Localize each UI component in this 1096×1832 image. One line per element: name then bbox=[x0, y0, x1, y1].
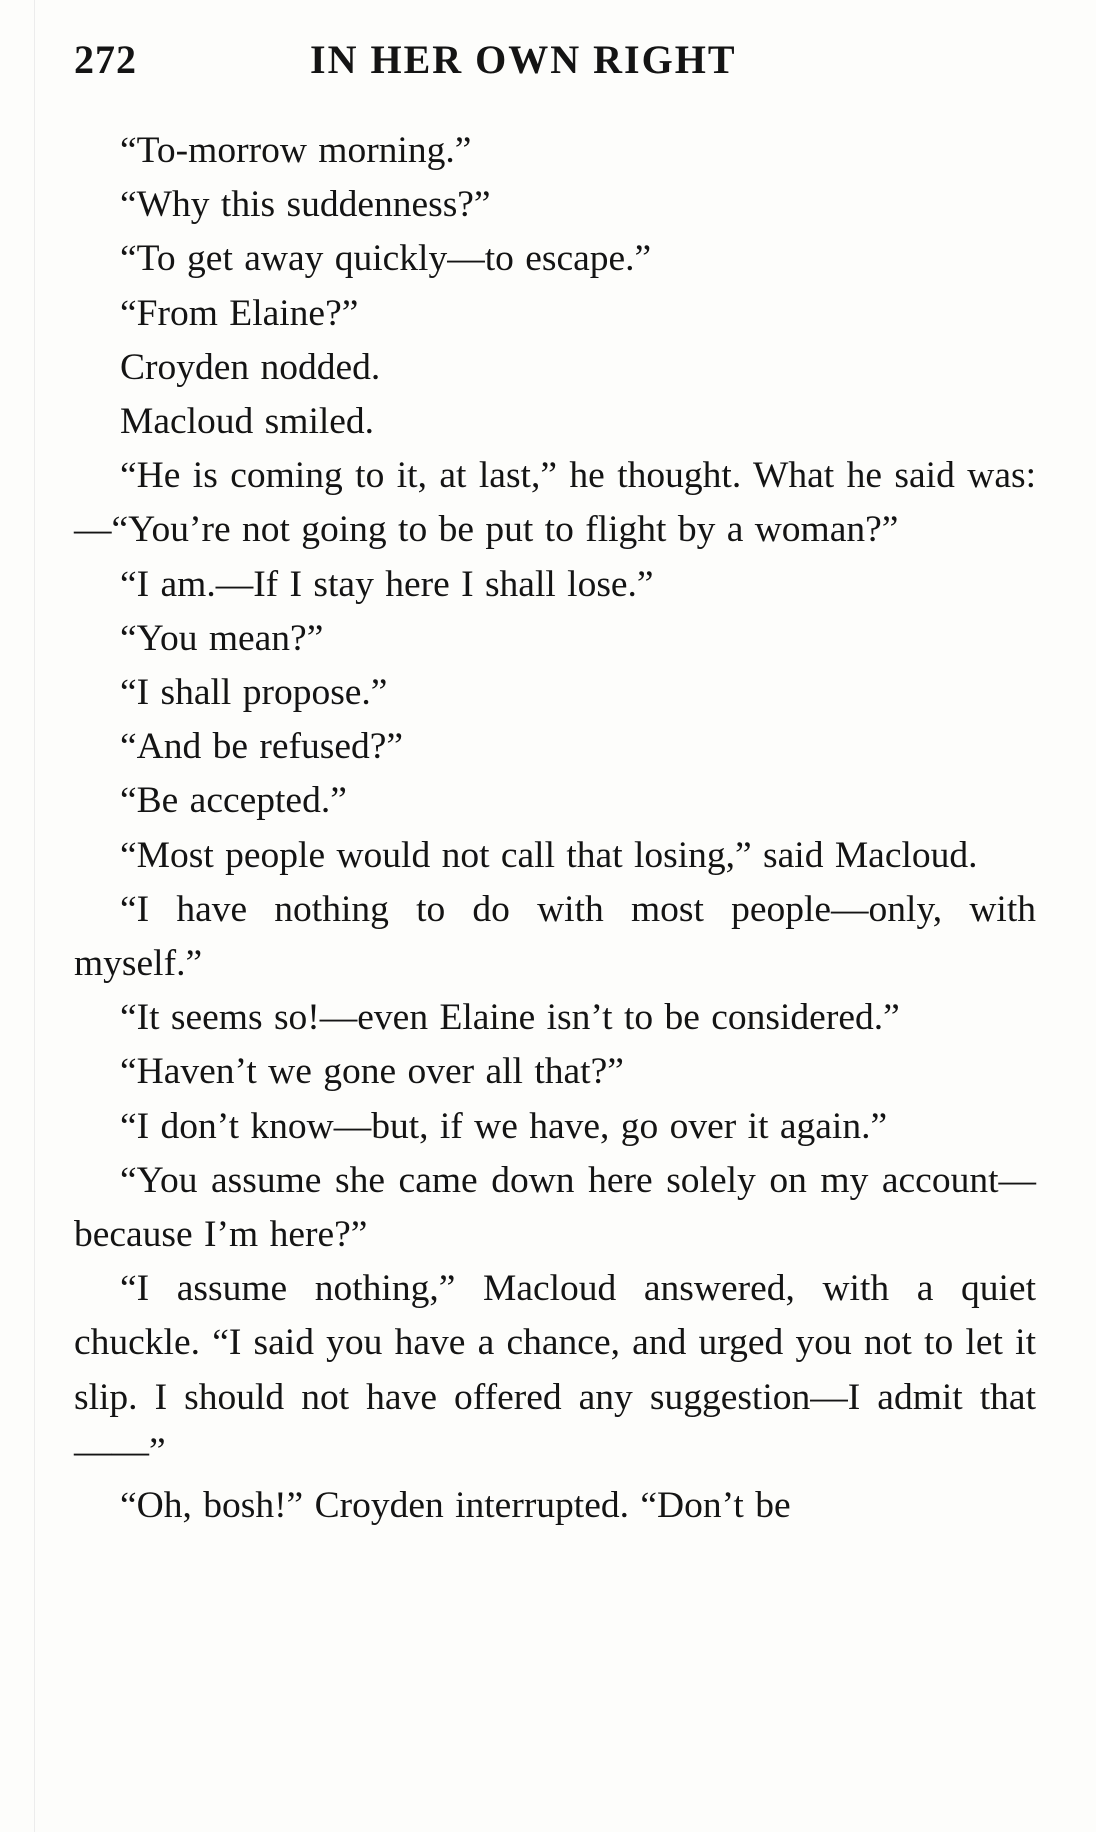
paragraph: “I shall propose.” bbox=[120, 672, 388, 714]
page-header bbox=[74, 36, 1034, 96]
paragraph: “Haven’t we gone over all that?” bbox=[120, 1051, 624, 1093]
running-title: IN HER OWN RIGHT bbox=[310, 37, 737, 82]
paragraph: “I assume nothing,” Macloud answered, with a quiet chuckle. “I said you have a chance, and urged you not to let it slip. I should not have offered any suggestion—I admit that——” bbox=[74, 1268, 1036, 1472]
paragraph: “And be refused?” bbox=[120, 726, 404, 768]
paragraph: Macloud smiled. bbox=[120, 401, 375, 443]
paragraph: “He is coming to it, at last,” he thought. What he said was:—“You’re not going to be put to flight by a woman?” bbox=[74, 455, 1036, 551]
paragraph: “Most people would not call that losing,” said Macloud. bbox=[120, 834, 978, 876]
paragraph: “Why this suddenness?” bbox=[120, 184, 491, 226]
paragraph: “I have nothing to do with most people—only, with myself.” bbox=[74, 888, 1036, 985]
paragraph: “To get away quickly—to escape.” bbox=[120, 238, 652, 280]
paragraph: “Oh, bosh!” Croyden interrupted. “Don’t be bbox=[120, 1485, 791, 1527]
paragraph: “You mean?” bbox=[120, 617, 324, 659]
paragraph: Croyden nodded. bbox=[120, 346, 381, 388]
page-number: 272 bbox=[74, 37, 137, 82]
paragraph: “Be accepted.” bbox=[120, 780, 347, 822]
paragraph: “It seems so!—even Elaine isn’t to be considered.” bbox=[120, 997, 900, 1039]
paragraph: “You assume she came down here solely on my account—because I’m here?” bbox=[74, 1159, 1036, 1256]
paragraph: “From Elaine?” bbox=[120, 292, 359, 334]
paragraph: “To-morrow morning.” bbox=[120, 130, 472, 171]
body-text bbox=[74, 124, 1036, 1533]
paragraph: “I don’t know—but, if we have, go over it again.” bbox=[120, 1105, 888, 1147]
page-gutter-line bbox=[34, 0, 35, 1832]
paragraph: “I am.—If I stay here I shall lose.” bbox=[120, 563, 654, 605]
